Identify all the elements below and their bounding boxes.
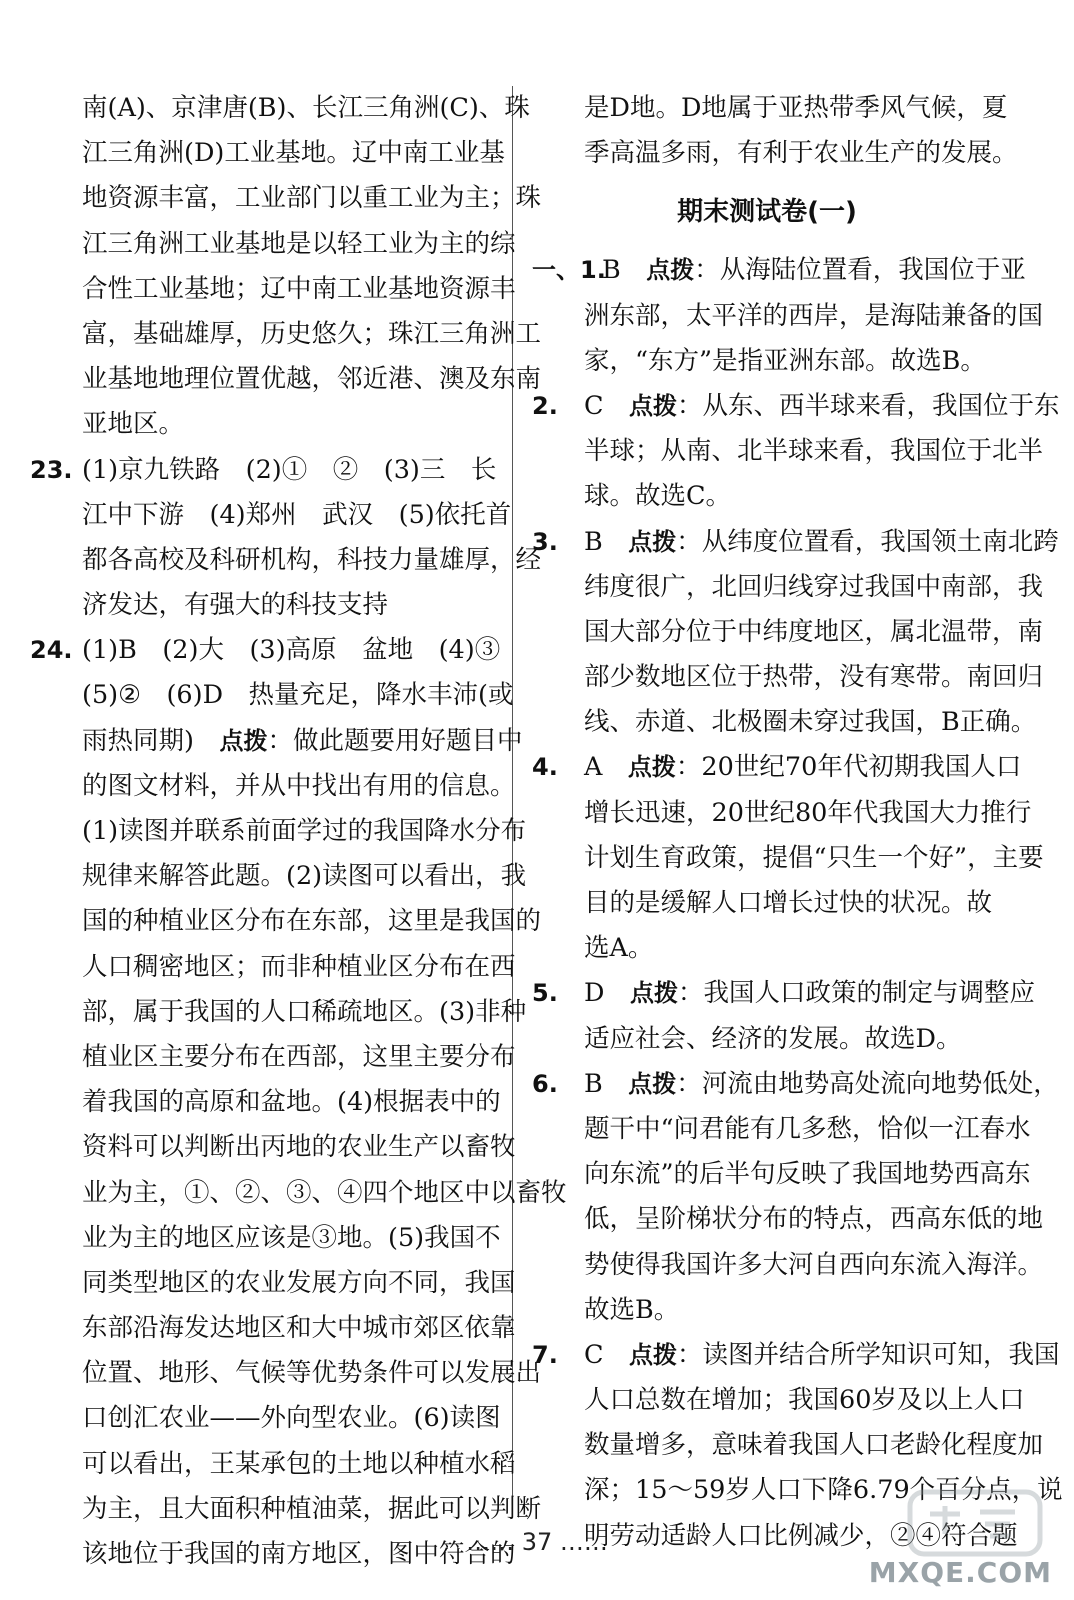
q24-line: 同类型地区的农业发展方向不同，我国 — [82, 1267, 516, 1298]
answer-text: (1)京九铁路 (2)① ② (3)三 长 — [82, 454, 497, 485]
q23-line: 江中下游 (4)郑州 武汉 (5)依托首 — [82, 499, 512, 530]
text-line: 江三角洲(D)工业基地。辽中南工业基 — [82, 138, 505, 169]
tip-label: 点拨 — [629, 1340, 678, 1369]
answer-choice: C — [584, 1339, 630, 1370]
answer-text: ：读图并结合所学知识可知，我国 — [677, 1339, 1060, 1370]
q24-line: 植业区主要分布在西部，这里主要分布 — [82, 1041, 516, 1072]
text-line: 合性工业基地；辽中南工业基地资源丰 — [82, 273, 516, 304]
answer-text: (1)B (2)大 (3)高原 盆地 (4)③ — [82, 635, 501, 666]
answer-line: 数量增多，意味着我国人口老龄化程度加 — [584, 1430, 1044, 1461]
q24-line — [30, 719, 523, 764]
text-line: 是D地。D地属于亚热带季风气候，夏 — [584, 93, 1008, 123]
answer-text: ：20世纪70年代初期我国人口 — [675, 752, 1022, 783]
q24-line: 位置、地形、气候等优势条件可以发展出 — [82, 1358, 542, 1389]
page-number: …… 37 …… — [466, 1528, 608, 1556]
q24-line: 资料可以判断出丙地的农业生产以畜牧 — [82, 1132, 516, 1163]
answer-line: 洲东部，太平洋的西岸，是海陆兼备的国 — [584, 300, 1044, 331]
answer-text: ：河流由地势高处流向地势低处， — [676, 1068, 1059, 1099]
q24-line: 着我国的高原和盆地。(4)根据表中的 — [82, 1087, 501, 1118]
answer-line — [532, 1062, 1059, 1107]
question-number: 3. — [532, 527, 558, 556]
answer-text: ：从纬度位置看，我国领土南北跨 — [676, 526, 1059, 557]
q24-line: 为主，且大面积种植油菜，据此可以判断 — [82, 1493, 542, 1524]
q24-line: (5)② (6)D 热量充足，降水丰沛(或 — [82, 680, 514, 711]
answer-line: 题干中“问君能有几多愁，恰似一江春水 — [584, 1113, 1031, 1144]
answer-choice: D — [584, 978, 630, 1009]
tip-label: 点拨 — [628, 527, 677, 556]
q24-line: 业为主，①、②、③、④四个地区中以畜牧 — [82, 1177, 567, 1208]
answer-line — [532, 384, 1060, 429]
answer-line — [532, 971, 1035, 1016]
section-number: 一、1. — [532, 256, 606, 285]
q24-line: 该地位于我国的南方地区，图中符合的 — [82, 1539, 516, 1569]
question-number: 4. — [532, 753, 558, 782]
question-number: 7. — [532, 1340, 558, 1369]
answer-text: ：做此题要用好题目中 — [267, 725, 523, 756]
text-line: 江三角洲工业基地是以轻工业为主的综 — [82, 228, 516, 259]
answer-line: 故选B。 — [584, 1294, 680, 1325]
answer-line: 深；15～59岁人口下降6.79个百分点，说 — [584, 1475, 1063, 1506]
answer-line — [532, 248, 1026, 293]
tip-label: 点拨 — [219, 726, 268, 755]
answer-line: 选A。 — [584, 933, 654, 964]
q24-line: (1)读图并联系前面学过的我国降水分布 — [82, 816, 527, 846]
answer-line: 增长迅速，20世纪80年代我国大力推行 — [584, 797, 1032, 828]
q24-line: 国的种植业区分布在东部，这里是我国的 — [82, 906, 542, 937]
question-number: 5. — [532, 979, 558, 1008]
text-line: 地资源丰富，工业部门以重工业为主；珠 — [82, 183, 542, 214]
answer-line: 目的是缓解人口增长过快的状况。故 — [584, 888, 993, 918]
question-number: 6. — [532, 1069, 558, 1098]
answer-line: 势使得我国许多大河自西向东流入海洋。 — [584, 1249, 1044, 1280]
answer-line: 适应社会、经济的发展。故选D。 — [584, 1023, 962, 1054]
answer-choice: B — [584, 526, 629, 557]
answer-choice: B — [584, 1068, 629, 1099]
answer-line: 明劳动适龄人口比例减少，②④符合题 — [584, 1520, 1018, 1551]
answer-text: ：从东、西半球来看，我国位于东 — [677, 390, 1060, 421]
q23-line: 都各高校及科研机构，科技力量雄厚，经 — [82, 544, 542, 575]
answer-line: 纬度很广，北回归线穿过我国中南部，我 — [584, 571, 1044, 602]
q24-line: 东部沿海发达地区和大中城市郊区依靠 — [82, 1313, 516, 1344]
question-number: 24. — [30, 636, 73, 665]
tip-label: 点拨 — [646, 256, 695, 285]
section-heading: 期末测试卷(一) — [677, 197, 857, 228]
text-line: 业基地地理位置优越，邻近港、澳及东南 — [82, 364, 542, 395]
tip-label: 点拨 — [629, 979, 678, 1008]
q24-line: 口创汇农业——外向型农业。(6)读图 — [82, 1403, 501, 1434]
q23-line — [30, 448, 500, 493]
q24-line: 的图文材料，并从中找出有用的信息。 — [82, 770, 516, 801]
q24-line: 人口稠密地区；而非种植业区分布在西 — [82, 951, 516, 982]
answer-line: 国大部分位于中纬度地区，属北温带，南 — [584, 616, 1044, 647]
tip-label: 点拨 — [629, 391, 678, 420]
answer-line — [532, 1333, 1060, 1378]
q24-line: 部，属于我国的人口稀疏地区。(3)非种 — [82, 996, 527, 1027]
text-line: 亚地区。 — [82, 409, 185, 440]
answer-line: 向东流”的后半句反映了我国地势西高东 — [584, 1159, 1031, 1190]
text-line: 富，基础雄厚，历史悠久；珠江三角洲工 — [82, 318, 542, 349]
q23-line: 济发达，有强大的科技支持 — [82, 590, 389, 621]
tip-label: 点拨 — [627, 753, 676, 782]
answer-choice: A — [584, 752, 628, 783]
answer-line: 低，呈阶梯状分布的特点，西高东低的地 — [584, 1204, 1044, 1235]
text-line: 季高温多雨，有利于农业生产的发展。 — [584, 138, 1018, 169]
tip-label: 点拨 — [628, 1069, 677, 1098]
answer-line — [532, 520, 1059, 565]
answer-line: 半球；从南、北半球来看，我国位于北半 — [584, 436, 1044, 467]
answer-text: ：从海陆位置看，我国位于亚 — [694, 255, 1026, 286]
answer-choice: B — [602, 255, 647, 286]
answer-line: 球。故选C。 — [584, 481, 732, 512]
answer-line: 线、赤道、北极圈未穿过我国，B正确。 — [584, 707, 1037, 738]
watermark-text: MXQE.COM — [868, 1556, 1052, 1589]
answer-choice: C — [584, 390, 630, 421]
question-number: 2. — [532, 391, 558, 420]
answer-text: ：我国人口政策的制定与调整应 — [677, 978, 1035, 1009]
q24-line: 可以看出，王某承包的土地以种植水稻 — [82, 1448, 516, 1479]
q24-line: 规律来解答此题。(2)读图可以看出，我 — [82, 861, 527, 892]
text-line: 南(A)、京津唐(B)、长江三角洲(C)、珠 — [82, 93, 530, 123]
answer-text: 雨热同期) — [82, 725, 220, 756]
answer-line — [532, 745, 1022, 790]
q24-line — [30, 628, 500, 673]
question-number: 23. — [30, 455, 73, 484]
answer-line: 人口总数在增加；我国60岁及以上人口 — [584, 1385, 1025, 1416]
answer-line: 部少数地区位于热带，没有寒带。南回归 — [584, 662, 1044, 693]
right-column — [532, 86, 1063, 1559]
answer-line: 计划生育政策，提倡“只生一个好”，主要 — [584, 842, 1044, 873]
answer-line: 家，“东方”是指亚洲东部。故选B。 — [584, 345, 986, 376]
q24-line: 业为主的地区应该是③地。(5)我国不 — [82, 1222, 501, 1253]
